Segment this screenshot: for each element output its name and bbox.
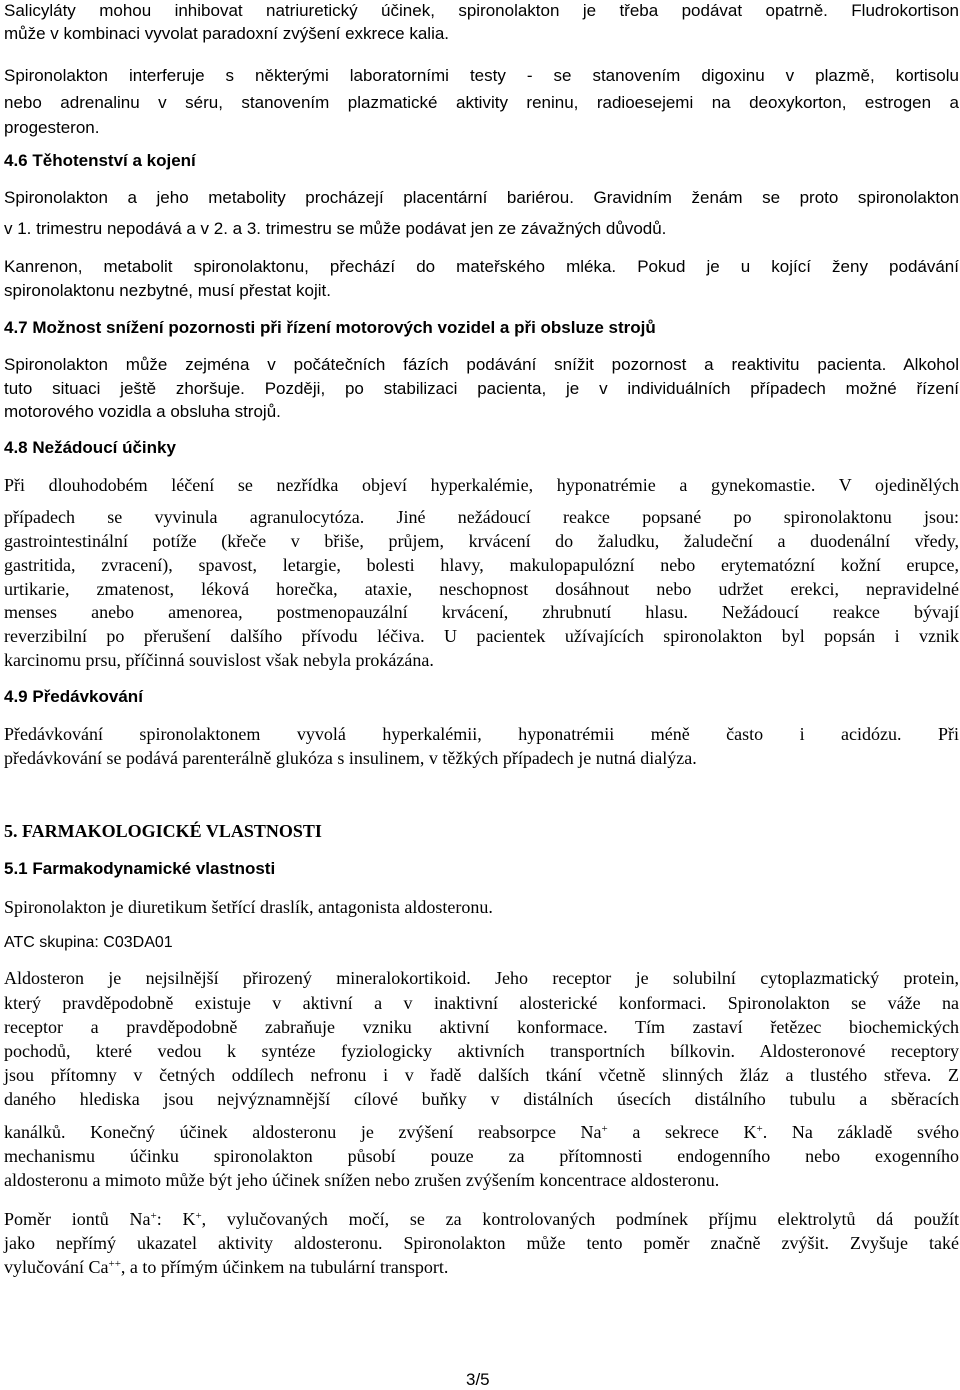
text-line: urtikarie, zmatenost, léková horečka, ataxie, neschopnost dosáhnout nebo udržet erekci, nepravidelné xyxy=(4,579,959,599)
atc-code: ATC skupina: C03DA01 xyxy=(4,934,173,951)
section-heading: 4.8 Nežádoucí účinky xyxy=(4,438,176,457)
text-line: gastrointestinální potíže (křeče v břiše, průjem, krvácení do žaludku, žaludeční a duodenální vředy, xyxy=(4,531,959,551)
page-number: 3/5 xyxy=(466,1370,490,1389)
text-line: nebo adrenalinu v séru, stanovením plazmatické aktivity reninu, radioesejemi na deoxykorton, estrogen a xyxy=(4,93,959,112)
text-run: vylučování Ca xyxy=(4,1257,109,1277)
text-run: a sekrece K xyxy=(607,1122,757,1142)
superscript: + xyxy=(195,1210,202,1222)
text-line: progesteron. xyxy=(4,118,100,137)
text-line: Spironolakton je diuretikum šetřící draslík, antagonista aldosteronu. xyxy=(4,897,493,917)
text-line: případech se vyvinula agranulocytóza. Jiné nežádoucí reakce popsané po spironolaktonu jsou: xyxy=(4,507,959,527)
text-line: gastritida, zvracení), spavost, letargie, bolesti hlavy, makulopapulózní nebo erytematózní kožní erupce, xyxy=(4,555,959,575)
text-line: Při dlouhodobém léčení se nezřídka objeví hyperkalémie, hyponatrémie a gynekomastie. V ojedinělých xyxy=(4,475,959,495)
section-heading: 4.9 Předávkování xyxy=(4,687,143,706)
text-line xyxy=(4,1208,959,1230)
superscript: ++ xyxy=(108,1258,121,1270)
text-line: Spironolakton interferuje s některými laboratorními testy - se stanovením digoxinu v plazmě, kortisolu xyxy=(4,66,959,85)
text-line: Předávkování spironolaktonem vyvolá hyperkalémii, hyponatrémii méně často i acidózu. Při xyxy=(4,724,959,744)
text-line: Spironolakton a jeho metabolity procházejí placentární bariérou. Gravidním ženám se proto spironolakton xyxy=(4,188,959,207)
text-line: reverzibilní po přerušení dalšího přívodu léčiva. U pacientek užívajících spironolakton byl popsán i vznik xyxy=(4,626,959,646)
text-line: daného hlediska jsou nejvýznamnější cílové buňky v distálních úsecích distálního tubulu a sběracích xyxy=(4,1089,959,1109)
text-line: Aldosteron je nejsilnější přirozený mineralokortikoid. Jeho receptor je solubilní cytoplazmatický protein, xyxy=(4,968,959,988)
superscript: + xyxy=(756,1123,763,1135)
text-line: tuto situaci ještě zhoršuje. Později, po stabilizaci pacienta, je v individuálních případech možné řízení xyxy=(4,379,959,398)
text-line: karcinomu prsu, příčinná souvislost však nebyla prokázána. xyxy=(4,650,434,670)
section-heading: 4.6 Těhotenství a kojení xyxy=(4,151,196,170)
section-heading: 5.1 Farmakodynamické vlastnosti xyxy=(4,859,276,878)
text-run: , a to přímým účinkem na tubulární transport. xyxy=(120,1257,449,1277)
superscript: + xyxy=(150,1210,157,1222)
text-run: kanálků. Konečný účinek aldosteronu je zvýšení reabsorpce Na xyxy=(4,1122,602,1142)
text-line: jsou přítomny v četných oddílech nefronu i v řadě dalších tkání včetně slinných žláz a tlustého střeva. Z xyxy=(4,1065,959,1085)
text-line: v 1. trimestru nepodává a v 2. a 3. trimestru se může podávat jen ze závažných důvodů. xyxy=(4,219,667,238)
text-line: receptor a pravděpodobně zabraňuje vzniku aktivní konformace. Tím zastaví řetězec biochemických xyxy=(4,1017,959,1037)
text-line: motorového vozidla a obsluha strojů. xyxy=(4,402,281,421)
text-line: menses anebo amenorea, postmenopauzální krvácení, zhrubnutí hlasu. Nežádoucí reakce bývají xyxy=(4,602,959,622)
text-line: který pravděpodobně existuje v aktivní a v inaktivní alosterické konformaci. Spironolakton se váže na xyxy=(4,993,959,1013)
text-line: aldosteronu a mimoto může být jeho účinek snížen nebo zrušen zvýšením koncentrace aldosteronu. xyxy=(4,1170,720,1190)
section-heading: 4.7 Možnost snížení pozornosti při řízení motorových vozidel a při obsluze strojů xyxy=(4,318,656,337)
text-line xyxy=(4,1121,959,1143)
text-line: Spironolakton může zejména v počátečních fázích podávání snížit pozornost a reaktivitu pacienta. Alkohol xyxy=(4,355,959,374)
text-line: pochodů, které vedou k syntéze fyziologicky aktivních transportních bílkovin. Aldosteronové receptory xyxy=(4,1041,959,1061)
text-line xyxy=(4,1256,448,1278)
text-run: , vylučovaných močí, se za kontrolovaných podmínek příjmu elektrolytů dá použít xyxy=(201,1209,959,1229)
text-run: . Na základě svého xyxy=(762,1122,959,1142)
chapter-heading: 5. FARMAKOLOGICKÉ VLASTNOSTI xyxy=(4,821,322,841)
text-line: Salicyláty mohou inhibovat natriuretický účinek, spironolakton je třeba podávat opatrně. Fludrokortison xyxy=(4,1,959,20)
text-line: Kanrenon, metabolit spironolaktonu, přechází do mateřského mléka. Pokud je u kojící ženy podávání xyxy=(4,257,959,276)
text-line: mechanismu účinku spironolakton působí pouze za přítomnosti endogenního nebo exogenního xyxy=(4,1146,959,1166)
superscript: + xyxy=(601,1123,608,1135)
text-run: Poměr iontů Na xyxy=(4,1209,151,1229)
text-line: předávkování se podává parenterálně glukóza s insulinem, v těžkých případech je nutná dialýza. xyxy=(4,748,697,768)
text-line: jako nepřímý ukazatel aktivity aldosteronu. Spironolakton může tento poměr značně zvýšit. Zvyšuje také xyxy=(4,1233,959,1253)
text-line: může v kombinaci vyvolat paradoxní zvýšení exkrece kalia. xyxy=(4,24,450,43)
text-line: spironolaktonu nezbytné, musí přestat kojit. xyxy=(4,281,331,300)
text-run: : K xyxy=(156,1209,196,1229)
